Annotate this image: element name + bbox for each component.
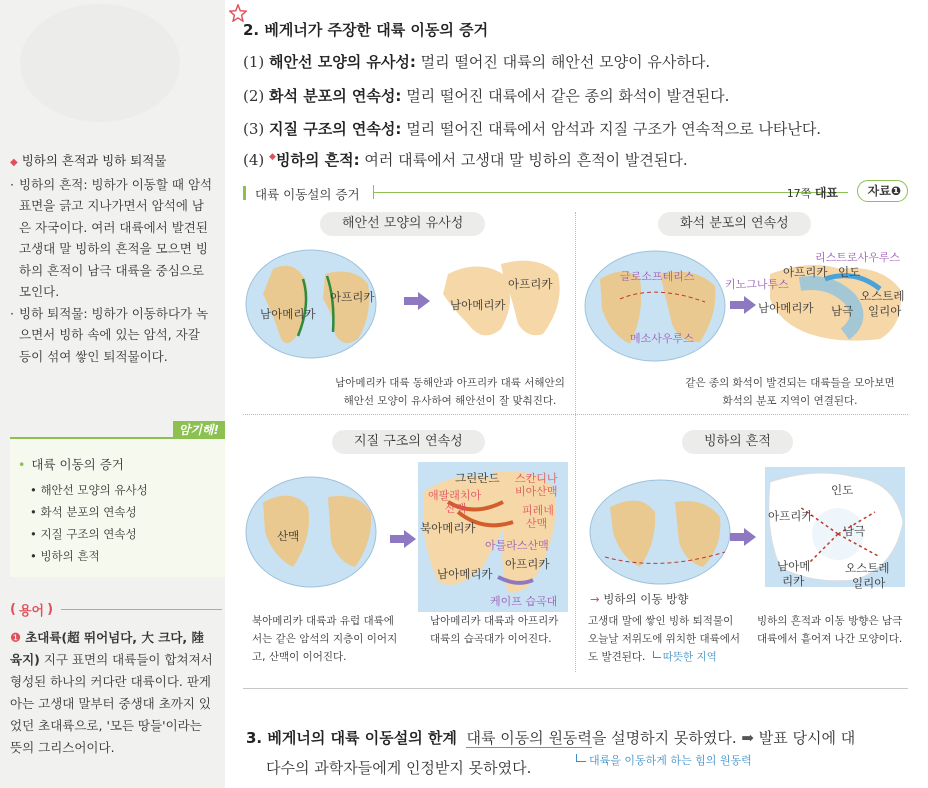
glossary-term: 초대륙(超 뛰어넘다, 大 크다, 陸 육지) <box>10 630 204 667</box>
map-label: 애팔래치아 <box>428 489 482 502</box>
map-label: 인도 <box>838 265 861 279</box>
panel-caption: 같은 종의 화석이 발견되는 대륙들을 모아보면 화석의 분포 지역이 연결된다. <box>685 377 895 407</box>
arrow-right-icon <box>730 528 756 546</box>
map-label: 아프리카 <box>505 557 550 571</box>
evidence-item: (4) ◆빙하의 흔적: 여러 대륙에서 고생대 말 빙하의 흔적이 발견된다. <box>243 151 688 169</box>
map-label: 남아메리카 <box>260 307 316 321</box>
map-label: 글로소프테리스 <box>620 270 695 283</box>
map-label: 아프리카 <box>783 265 828 279</box>
evidence-item: (3) 지질 구조의 연속성: 멀리 떨어진 대륙에서 암석과 지질 구조가 연속적으로 나타난다. <box>243 120 822 138</box>
glacial-note-item: · 빙하의 흔적: 빙하가 이동할 때 암석 표면을 긁고 지나가면서 암석에 남은 자국이다. 여러 대륙에서 발견된 고생대 말 빙하의 흔적을 모으면 빙하의 흔적이 남극 대륙을 중심으로 모인다. <box>10 176 213 299</box>
panel-caption: 고생대 말에 쌓인 빙하 퇴적물이 오늘날 저위도에 위치한 대륙에서 도 발견된다. 따뜻한 지역 <box>588 615 741 663</box>
glacial-note-heading: ◆ 빙하의 흔적과 빙하 퇴적물 <box>10 153 167 168</box>
map-label: 산맥 <box>526 517 548 530</box>
map-label: 리스트로사우루스 <box>815 251 901 264</box>
list-item: • 지질 구조의 연속성 <box>30 527 137 541</box>
map-label: 리카 <box>782 574 805 588</box>
material-badge: 자료❶ <box>857 180 908 202</box>
number-badge-icon: ❶ <box>10 630 22 645</box>
memorize-list <box>30 479 148 567</box>
map-label: 인도 <box>831 483 854 497</box>
memorize-tab: 암기해! <box>173 421 225 439</box>
panel-title: 화석 분포의 연속성 <box>658 212 811 236</box>
sidebar <box>0 0 225 788</box>
map-label: 오스트레 <box>860 289 905 303</box>
arrow-right-icon: → <box>590 592 600 606</box>
page-reference: 17쪽 대표 <box>786 186 838 200</box>
map-label: 산맥 <box>277 529 300 543</box>
map-label: 남아메리카 <box>437 567 493 581</box>
diamond-icon: ◆ <box>269 152 276 162</box>
panel-caption: 남아메리카 대륙 동해안과 아프리카 대륙 서해안의 해안선 모양이 유사하여 해안선이 잘 맞춰진다. <box>335 377 565 407</box>
arrow-right-icon <box>404 292 430 310</box>
map-label: 일리아 <box>868 304 902 318</box>
map-label: 피레네 <box>522 504 554 517</box>
panel-title: 해안선 모양의 유사성 <box>320 212 485 236</box>
panel-title: 지질 구조의 연속성 <box>332 430 485 454</box>
map-label: 남아메 <box>777 559 811 573</box>
map-label: 산맥 <box>445 502 467 515</box>
arrow-right-icon <box>730 296 756 314</box>
map-label: 남극 <box>831 304 854 318</box>
underlined-term: 대륙 이동의 원동력 <box>466 729 592 747</box>
map-label: 북아메리카 <box>420 521 476 535</box>
memorize-box <box>10 423 225 577</box>
map-label: 메소사우루스 <box>630 332 694 345</box>
map-label: 케이프 습곡대 <box>490 595 558 608</box>
glacial-note <box>10 150 215 367</box>
list-item: • 해안선 모양의 유사성 <box>30 483 148 497</box>
section3-line2: 다수의 과학자들에게 인정받지 못하였다. <box>266 759 532 777</box>
term-annotation: 대륙을 이동하게 하는 힘의 원동력 <box>576 752 752 768</box>
panel-caption: 북아메리카 대륙과 유럽 대륙에 서는 같은 암석의 지층이 이어지 고, 산맥이 이어진다. <box>252 615 398 663</box>
map-label: 아프리카 <box>768 509 813 523</box>
glossary-entry <box>10 627 217 759</box>
arrow-right-icon <box>390 530 416 548</box>
warm-region-note: 따뜻한 지역 <box>649 651 717 663</box>
panel-caption: 빙하의 흔적과 이동 방향은 남극 대륙에서 흩어져 나간 모양이다. <box>757 615 903 645</box>
map-label: 키노그나투스 <box>725 278 789 291</box>
glossary-text: 지구 표면의 대륙들이 합쳐져서 형성된 하나의 커다란 대륙이다. 판게아는 고생대 말부터 중생대 초까지 있었던 초대륙으로, '모든 땅들'이라는 뜻의 그리스어이다. <box>10 652 213 755</box>
glacial-note-item: · 빙하 퇴적물: 빙하가 이동하다가 녹으면서 빙하 속에 있는 암석, 자갈 등이 섞여 쌓인 퇴적물이다. <box>10 305 209 364</box>
divider <box>243 688 908 689</box>
figure-title: 대륙 이동설의 증거 <box>255 187 360 202</box>
evidence-item: (2) 화석 분포의 연속성: 멀리 떨어진 대륙에서 같은 종의 화석이 발견된다. <box>243 87 730 105</box>
glossary-heading: ( 용어 ) <box>10 600 222 619</box>
panel-title: 빙하의 흔적 <box>682 430 793 454</box>
map-label: 아프리카 <box>508 277 553 291</box>
panel-divider <box>575 212 576 672</box>
map-label: 아프리카 <box>330 290 375 304</box>
diamond-icon: ◆ <box>10 157 18 168</box>
memorize-title: • 대륙 이동의 증거 <box>18 457 124 472</box>
map-label: 비아산맥 <box>515 485 558 498</box>
arrow-right-icon: ➡ <box>741 729 754 747</box>
section3-line1: 3. 베게너의 대륙 이동설의 한계 대륙 이동의 원동력을 설명하지 못하였다. ➡ 발표 당시에 대 <box>246 729 856 747</box>
figure-header <box>243 182 908 204</box>
panel-caption: 남아메리카 대륙과 아프리카 대륙의 습곡대가 이어진다. <box>430 615 559 645</box>
map-label: 일리아 <box>852 576 886 590</box>
panel-divider <box>243 414 908 415</box>
map-label: 남아메리카 <box>450 298 506 312</box>
list-item: • 화석 분포의 연속성 <box>30 505 137 519</box>
glacier-legend: → 빙하의 이동 방향 <box>590 592 689 606</box>
map-label: 오스트레 <box>845 561 890 575</box>
section3-title: 3. 베게너의 대륙 이동설의 한계 <box>246 729 457 747</box>
evidence-item: (1) 해안선 모양의 유사성: 멀리 떨어진 대륙의 해안선 모양이 유사하다. <box>243 53 711 71</box>
map-label: 그린란드 <box>455 471 500 485</box>
decorative-circle <box>20 4 180 122</box>
map-label: 남극 <box>843 524 866 538</box>
map-label: 아틀라스산맥 <box>485 539 549 552</box>
map-label: 스칸디나 <box>515 472 558 485</box>
list-item: • 빙하의 흔적 <box>30 549 100 563</box>
map-label: 남아메리카 <box>758 301 814 315</box>
section2-title: 2. 베게너가 주장한 대륙 이동의 증거 <box>243 21 489 39</box>
